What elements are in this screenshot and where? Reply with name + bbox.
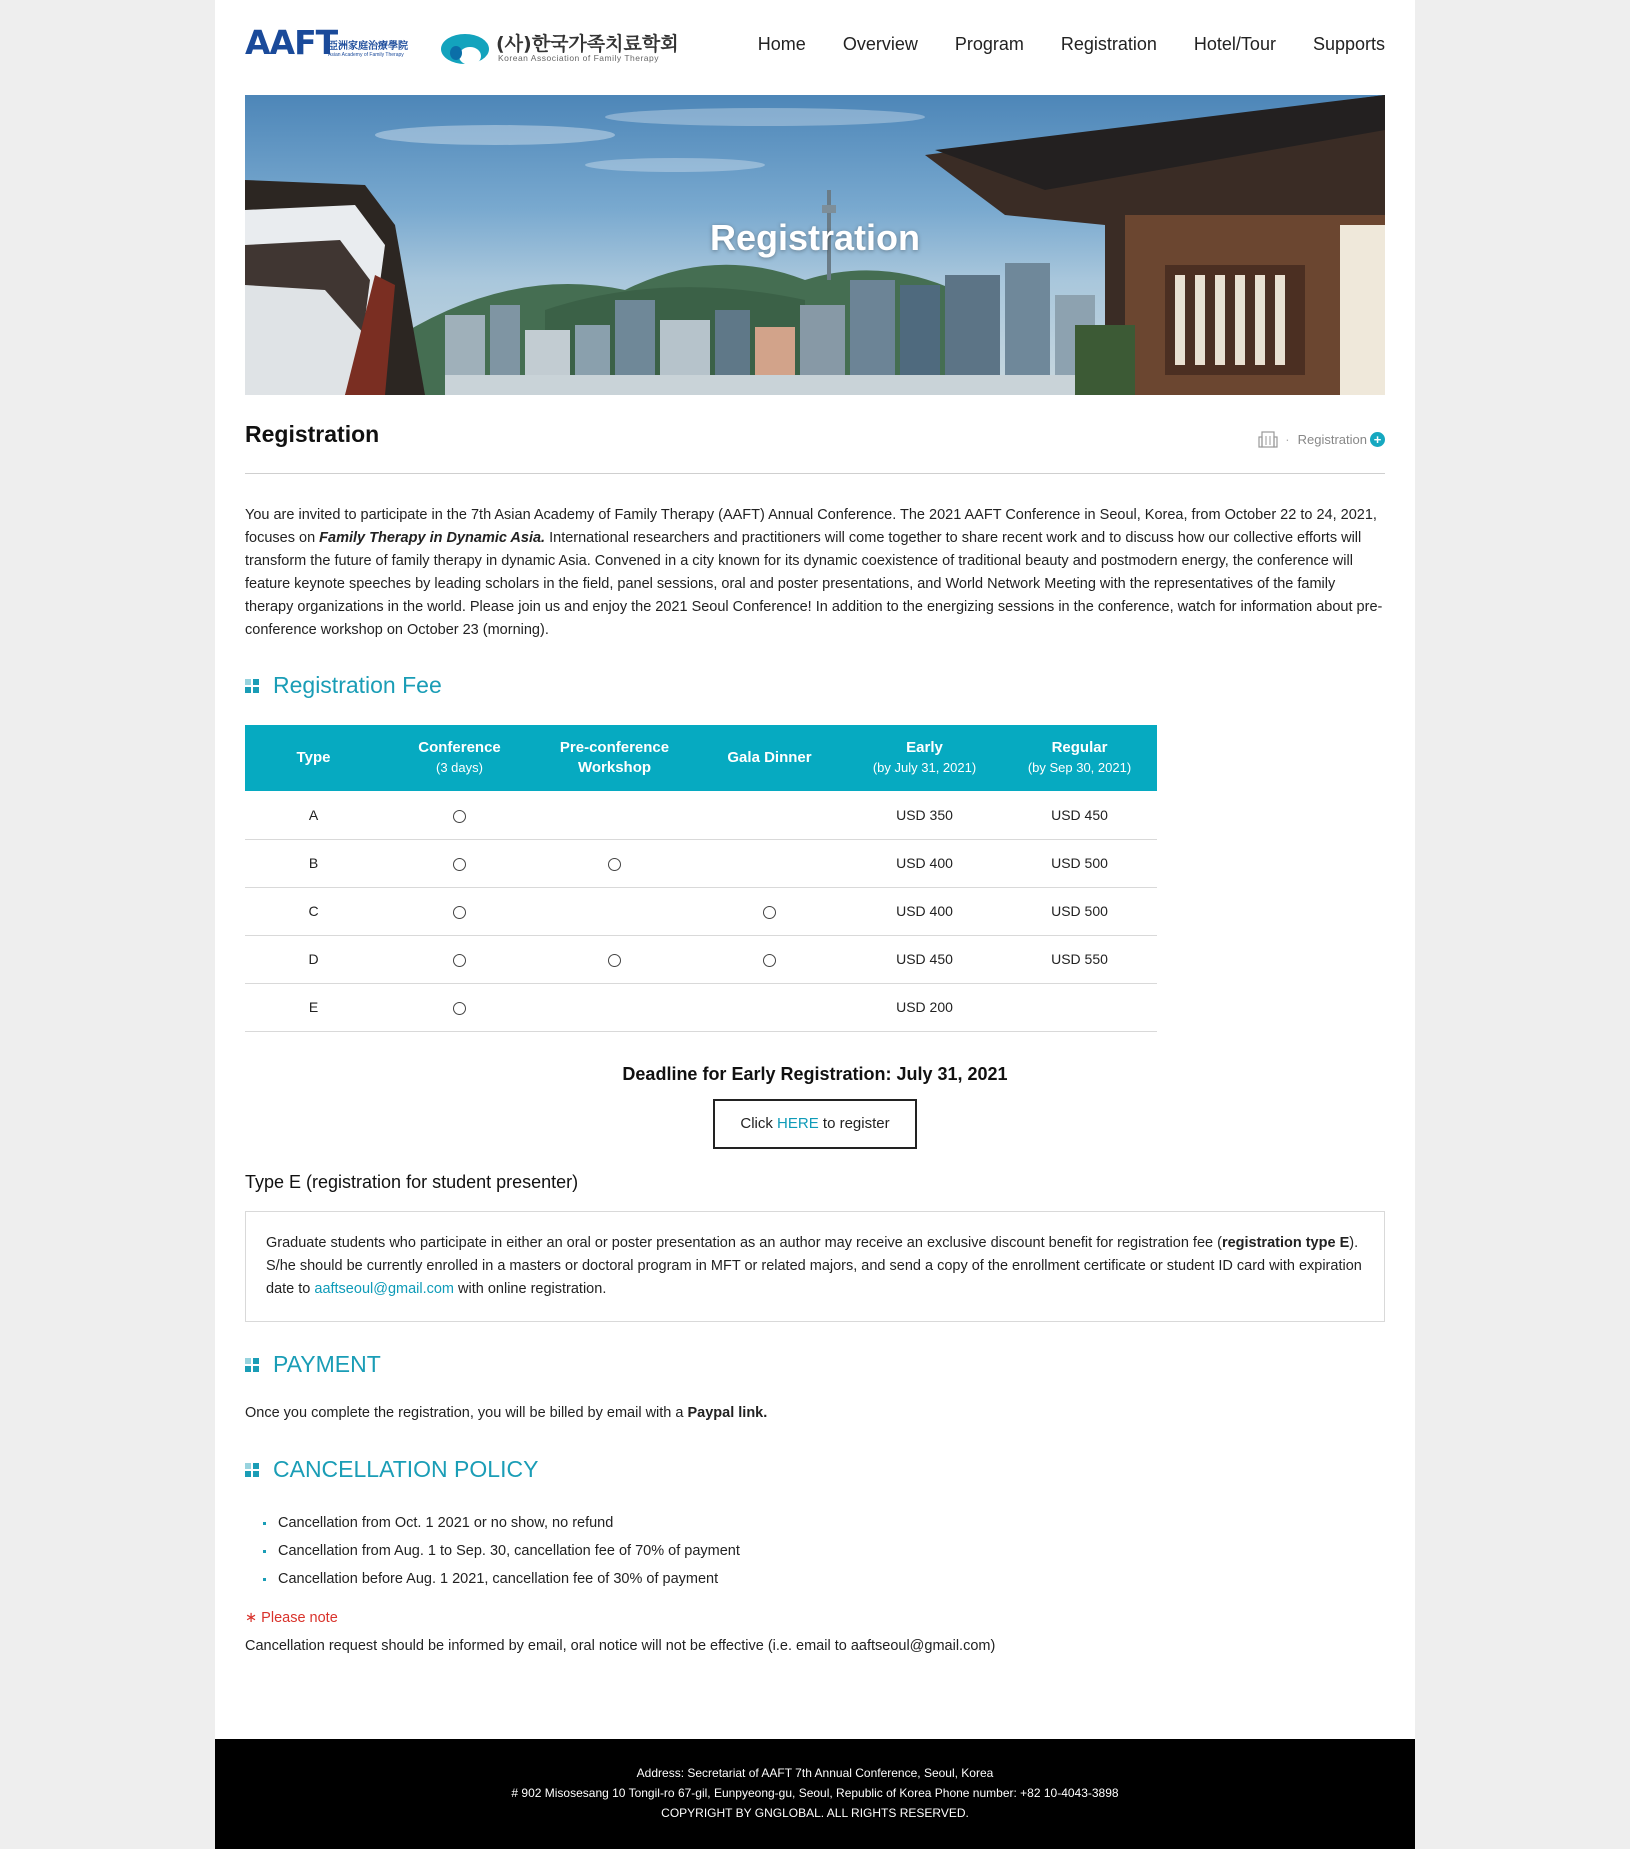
cell-type: B: [245, 839, 382, 887]
breadcrumb-separator: ·: [1285, 432, 1290, 447]
cell-early: USD 450: [847, 935, 1002, 983]
cell-gala: [692, 983, 847, 1031]
fee-table: [245, 725, 1157, 1032]
kaft-logo-english: Korean Association of Family Therapy: [498, 53, 659, 63]
included-circle-icon: [608, 858, 621, 871]
register-here-link[interactable]: HERE: [777, 1115, 819, 1132]
intro-text-2: International researchers and practitioners will come together to share recent work and to discuss how our collective efforts will transform the future of family therapy in dynamic Asia. Convened in a city known for its dynamic coexistence of traditional beauty and postmodern energy, the conference will feature keynote speeches by leading scholars in the field, panel sessions, oral and poster presentations, and World Network Meeting with the representatives of the family therapy organizations in the world. Please join us and enjoy the 2021 Seoul Conference! In addition to the energizing sessions in the conference, watch for information about pre-conference workshop on October 23 (morning).: [245, 530, 1383, 638]
cell-gala: [692, 791, 847, 839]
cell-conference: [382, 839, 537, 887]
cell-workshop: [537, 983, 692, 1031]
table-row: [245, 839, 1157, 887]
col-regular: Regular (by Sep 30, 2021): [1002, 725, 1157, 791]
included-circle-icon: [453, 1002, 466, 1015]
fee-table-header: [245, 725, 1157, 791]
page-head: [245, 395, 1385, 474]
cell-type: C: [245, 887, 382, 935]
payment-title: PAYMENT: [273, 1351, 381, 1377]
section-squares-icon: [245, 1463, 259, 1477]
cell-early: USD 200: [847, 983, 1002, 1031]
aaft-logo-sub: Asian Academy of Family Therapy: [328, 52, 404, 58]
cell-workshop: [537, 791, 692, 839]
intro-text-1: You are invited to participate in the 7th Asian Academy of Family Therapy (AAFT) Annual Conference. The 2021 AAFT Conference in Seoul, Korea, from October 22 to 24, 2021, focuses on: [245, 507, 1377, 546]
cell-regular: USD 500: [1002, 887, 1157, 935]
cell-early: USD 400: [847, 887, 1002, 935]
list-item: Cancellation from Oct. 1 2021 or no show, no refund: [263, 1509, 740, 1537]
included-circle-icon: [763, 954, 776, 967]
list-item: Cancellation before Aug. 1 2021, cancellation fee of 30% of payment: [263, 1565, 740, 1593]
list-item: Cancellation from Aug. 1 to Sep. 30, cancellation fee of 70% of payment: [263, 1537, 740, 1565]
payment-text: Once you complete the registration, you will be billed by email with a Paypal link.: [245, 1405, 768, 1421]
payment-heading: [245, 1351, 381, 1378]
page-title: Registration: [245, 421, 380, 447]
cell-regular: USD 550: [1002, 935, 1157, 983]
cancellation-list: [263, 1509, 740, 1593]
aaft-logo-cjk: 亞洲家庭治療學院: [328, 41, 408, 52]
registration-fee-title: Registration Fee: [273, 672, 442, 698]
nav-registration[interactable]: Registration: [1060, 34, 1157, 54]
kaft-logo-korean: (사)한국가족치료학회: [496, 33, 679, 55]
cell-conference: [382, 887, 537, 935]
kaft-logo[interactable]: [440, 26, 680, 66]
nav-supports[interactable]: Supports: [1312, 34, 1385, 54]
page-wrapper: [215, 0, 1415, 1849]
cell-regular: USD 450: [1002, 791, 1157, 839]
breadcrumb: [1258, 431, 1385, 448]
cell-type: A: [245, 791, 382, 839]
cell-conference: [382, 935, 537, 983]
cell-gala: [692, 839, 847, 887]
col-type: Type: [245, 725, 382, 791]
aaft-logo[interactable]: [245, 23, 420, 62]
cell-regular: [1002, 983, 1157, 1031]
section-squares-icon: [245, 1358, 259, 1372]
table-row: [245, 935, 1157, 983]
cell-type: E: [245, 983, 382, 1031]
table-row: [245, 791, 1157, 839]
col-workshop: Pre-conference Workshop: [537, 725, 692, 791]
site-header: [245, 0, 1385, 95]
table-row: [245, 887, 1157, 935]
included-circle-icon: [453, 954, 466, 967]
cell-gala: [692, 935, 847, 983]
nav-home[interactable]: Home: [757, 34, 806, 54]
main-nav: [758, 34, 1385, 55]
registration-fee-heading: [245, 672, 442, 699]
nav-program[interactable]: Program: [954, 34, 1024, 54]
cell-workshop: [537, 839, 692, 887]
cell-workshop: [537, 935, 692, 983]
hero-banner: [245, 95, 1385, 395]
included-circle-icon: [763, 906, 776, 919]
fee-table-body: [245, 791, 1157, 1031]
cell-type: D: [245, 935, 382, 983]
aaft-logo-mark: AAFT: [245, 23, 338, 62]
included-circle-icon: [453, 810, 466, 823]
cell-early: USD 400: [847, 839, 1002, 887]
footer-contact: # 902 Misosesang 10 Tongil-ro 67-gil, Eunpyeong-gu, Seoul, Republic of Korea Phone number: +82 10-4043-3898: [511, 1786, 1119, 1800]
kaft-emblem-icon: [440, 30, 490, 64]
register-button[interactable]: Click HERE to register: [713, 1099, 917, 1149]
cell-conference: [382, 983, 537, 1031]
cancellation-title: CANCELLATION POLICY: [273, 1456, 539, 1482]
please-note-label: ∗ Please note: [245, 1610, 338, 1626]
footer-address: Address: Secretariat of AAFT 7th Annual Conference, Seoul, Korea: [636, 1766, 994, 1780]
hero-title: Registration: [709, 217, 921, 258]
type-e-box: Graduate students who participate in either an oral or poster presentation as an author may receive an exclusive discount benefit for registration fee (registration type E). S/he should be currently enrolled in a masters or doctoral program in MFT or related majors, and send a copy of the enrollment certificate or student ID card with expiration date to aaftseoul@gmail.com with online registration.: [245, 1211, 1385, 1322]
section-squares-icon: [245, 679, 259, 693]
building-icon[interactable]: [1258, 431, 1278, 448]
type-e-email-link[interactable]: aaftseoul@gmail.com: [314, 1281, 455, 1297]
col-conference: Conference (3 days): [382, 725, 537, 791]
footer-copyright: COPYRIGHT BY GNGLOBAL. ALL RIGHTS RESERVED.: [661, 1806, 969, 1820]
nav-overview[interactable]: Overview: [842, 34, 918, 54]
included-circle-icon: [453, 906, 466, 919]
early-deadline: Deadline for Early Registration: July 31, 2021: [622, 1064, 1008, 1084]
intro-emphasis: Family Therapy in Dynamic Asia.: [319, 530, 546, 546]
included-circle-icon: [608, 954, 621, 967]
col-gala: Gala Dinner: [692, 725, 847, 791]
cell-regular: USD 500: [1002, 839, 1157, 887]
cell-gala: [692, 887, 847, 935]
type-e-title: Type E (registration for student presenter): [245, 1172, 579, 1192]
cell-conference: [382, 791, 537, 839]
table-row: [245, 983, 1157, 1031]
col-early: Early (by July 31, 2021): [847, 725, 1002, 791]
plus-circle-icon[interactable]: +: [1370, 432, 1385, 447]
cell-early: USD 350: [847, 791, 1002, 839]
nav-hotel-tour[interactable]: Hotel/Tour: [1193, 34, 1276, 54]
intro-paragraph: [245, 504, 1385, 642]
site-footer: [215, 1739, 1415, 1849]
cell-workshop: [537, 887, 692, 935]
included-circle-icon: [453, 858, 466, 871]
please-note-text: Cancellation request should be informed by email, oral notice will not be effective (i.e. email to aaftseoul@gmail.com): [245, 1638, 996, 1654]
cancellation-heading: [245, 1456, 538, 1483]
breadcrumb-current[interactable]: Registration: [1297, 432, 1367, 447]
